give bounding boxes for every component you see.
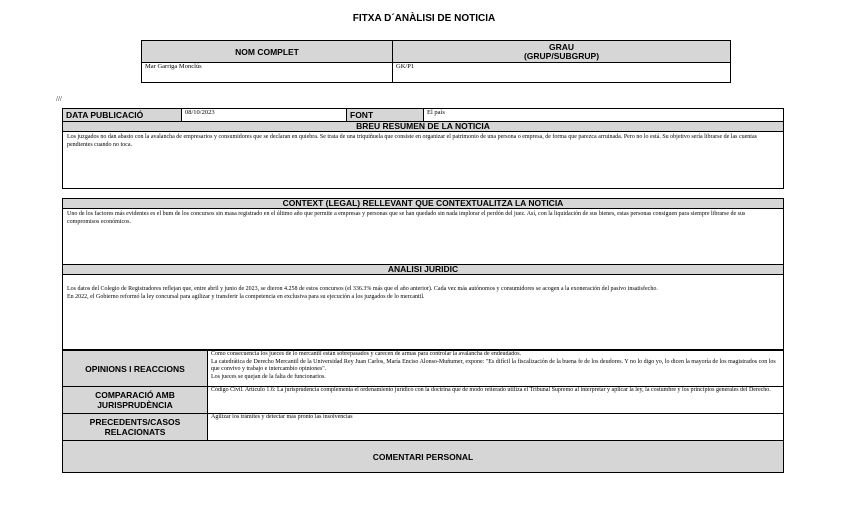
analysis-section <box>62 264 784 350</box>
summary-title: BREU RESUMEN DE LA NOTICIA <box>63 122 783 132</box>
group-value: GK/P1 <box>393 63 731 83</box>
name-label-cell <box>142 41 393 63</box>
context-section <box>62 198 784 266</box>
personal-comment-label: COMENTARI PERSONAL <box>63 441 784 473</box>
group-label-cell <box>393 41 731 63</box>
context-title: CONTEXT (LEGAL) RELLEVANT QUE CONTEXTUALITZA LA NOTICIA <box>63 199 783 209</box>
jurisprudence-label-line-1: COMPARACIÓ AMB <box>95 390 175 400</box>
analysis-text-2: En 2022, el Gobierno reformó la ley concursal para agilizar y transferir la competencia en exclusiva para su ejecución a los juzgados de lo mercantil. <box>67 293 425 300</box>
precedents-text: Agilizar los trámites y detectar más pronto las insolvencias <box>208 414 784 441</box>
analysis-text-1: Los datos del Colegio de Registradores reflejan que, entre abril y junio de 2023, se dieron 4.258 de estos concursos (el 336.3% más que el año anterior). Cada vez más autónomos y consumidores se acogen a la exoneración del pasivo insatisfecho. <box>67 286 658 292</box>
group-label-line-1: GRAU <box>548 41 575 52</box>
precedents-label-line-1: PRECEDENTS/CASOS <box>89 417 181 427</box>
publication-table <box>62 108 784 122</box>
opinions-text-1: Como consecuencia los jueces de lo mercantil están sobrepasados y carecen de armas para controlar la avalancha de endeudados. <box>211 351 522 357</box>
context-text: Uno de los factores más evidentes es el bum de los concursos sin masa registrado en el último año que permite a empresas y personas que se han quedado sin nada implorar el perdón del juez. Así, con la liquidación de sus bienes, estas personas consiguen para siempre librarse de sus compromisos económicos. <box>67 211 746 225</box>
date-label: DATA PUBLICACIÓ <box>63 109 182 122</box>
section-marker: /// <box>56 95 62 103</box>
opinions-text-3: Los jueces se quejan de la falta de funcionarios. <box>211 373 326 380</box>
precedents-label-line-2: RELACIONATS <box>104 427 166 437</box>
source-label: FONT <box>347 109 424 122</box>
summary-section <box>62 121 784 189</box>
opinions-label: OPINIONS I REACCIONS <box>63 351 208 387</box>
source-value: El país <box>424 109 784 122</box>
student-info-table <box>141 40 731 83</box>
jurisprudence-label-line-2: JURISPRUDÈNCIA <box>97 400 173 410</box>
jurisprudence-label <box>63 387 208 414</box>
summary-text: Los juzgados no dan abasto con la avalancha de empresarios y consumidores que se declaran en quiebra. Se trata de una triquiñuela que consiste en organizar el patrimonio de una persona o empresa, de forma que parezca arruinada. Pero no lo está. Su objetivo sería librarse de las cuentas pendientes cuando no toca. <box>67 134 757 148</box>
page-title: FITXA D´ANÀLISI DE NOTICIA <box>352 13 496 24</box>
analysis-title: ANALISI JURIDIC <box>63 265 783 275</box>
group-label-line-2: (GRUP/SUBGRUP) <box>523 50 600 61</box>
name-label: NOM COMPLET <box>235 46 299 57</box>
name-value: Mar Garriga Monclús <box>142 63 393 83</box>
opinions-cell <box>208 351 784 387</box>
reactions-table <box>62 350 784 473</box>
opinions-text-2: La catedrática de Derecho Mercantil de la Universidad Rey Juan Carlos, María Enciso Alonso-Muñumer, expone: "Es difícil la fiscalización de la buena fe de los deudores. Y no lo digo yo, lo dicen la mayoría de los magistrados con los que convivo y trabajo e intercambio opiniones". <box>211 358 776 372</box>
precedents-label <box>63 414 208 441</box>
jurisprudence-text: Código Civil. Artículo 1.6: La jurisprudencia complementa el ordenamiento jurídico con la doctrina que de modo reiterado utiliza el Tribunal Supremo al interpretar y aplicar la ley, la costumbre y los principios generales del Derecho. <box>208 387 784 414</box>
date-value: 08/10/2023 <box>182 109 347 122</box>
